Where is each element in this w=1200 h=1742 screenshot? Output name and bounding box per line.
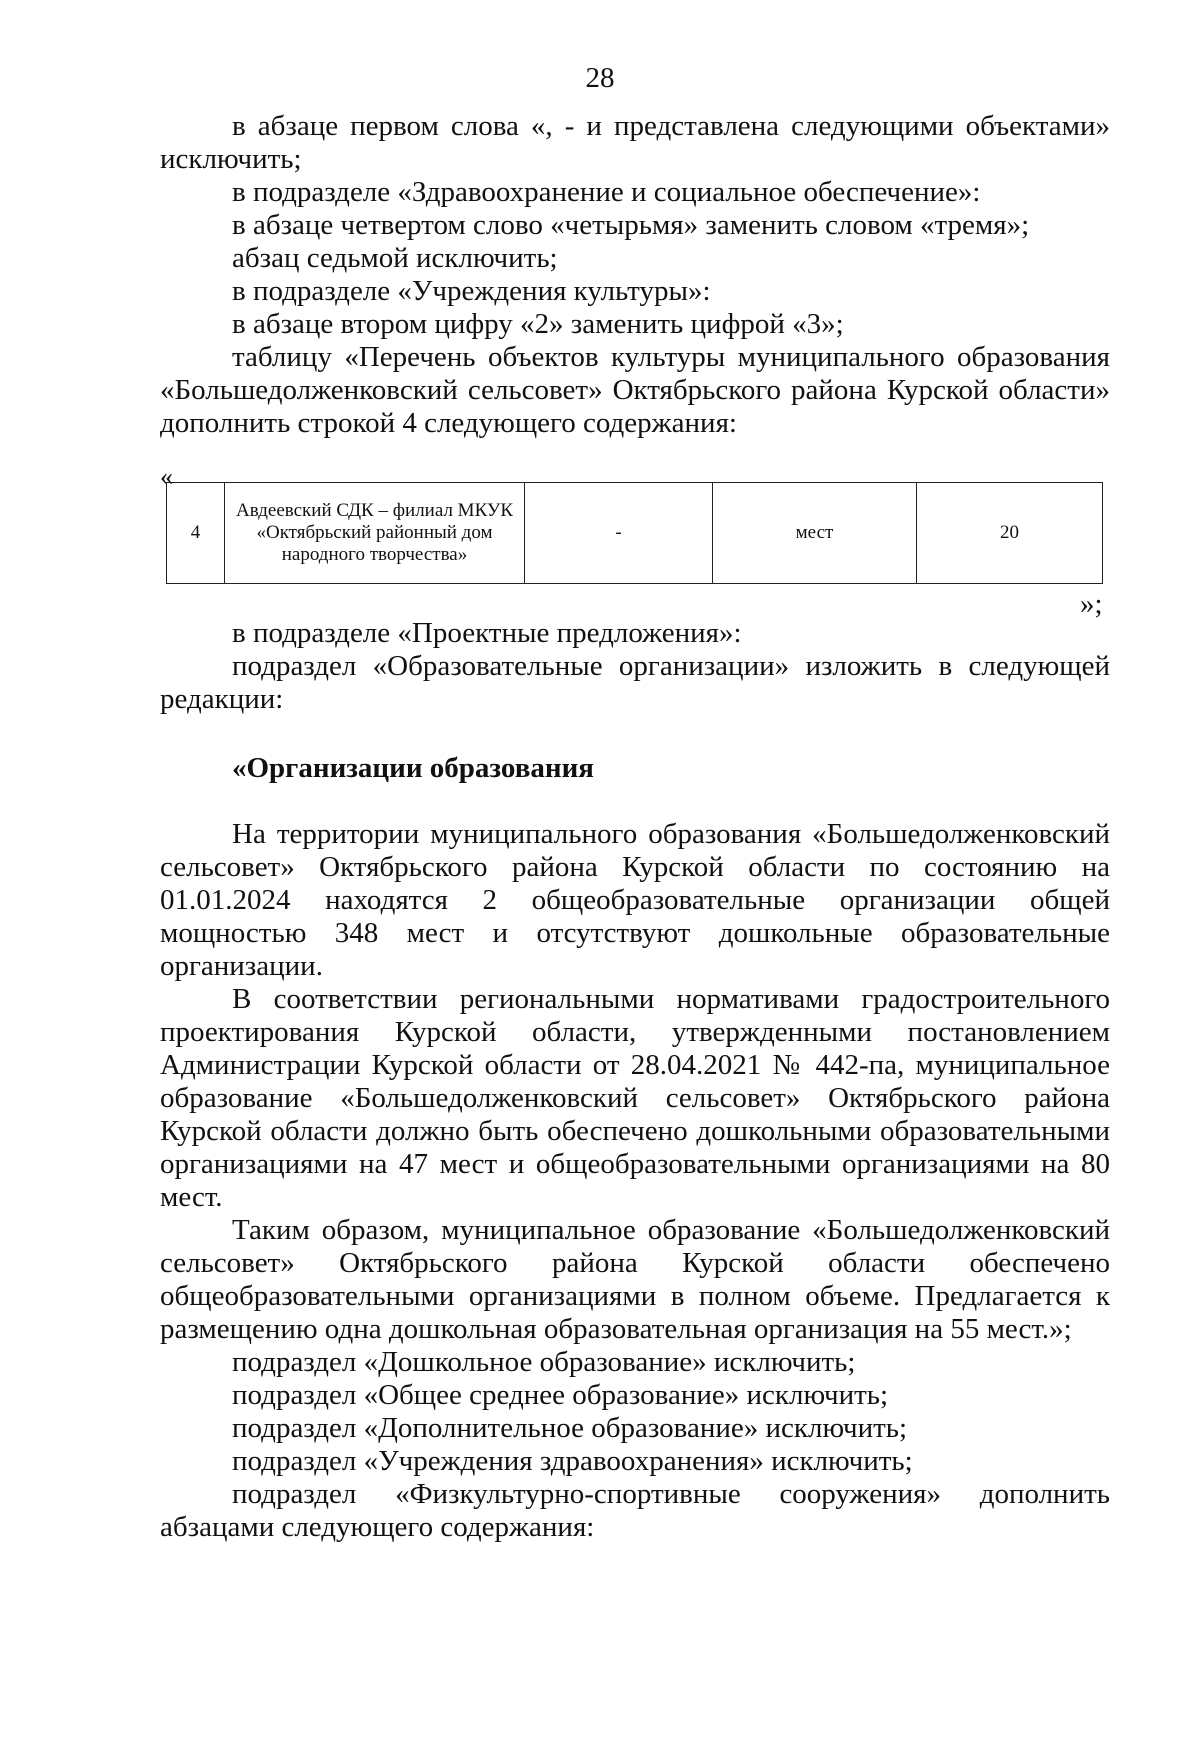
text-line: абзац седьмой исключить; xyxy=(232,242,558,274)
paragraph: в абзаце первом слова «, - и представлена следующими объектами» исключить; xyxy=(160,110,1110,175)
page-number: 28 xyxy=(585,62,615,94)
table-quote-close: »; xyxy=(1080,588,1103,620)
education-section-body xyxy=(160,818,1110,1544)
value-cell: 20 xyxy=(917,483,1103,584)
paragraph: подраздел «Физкультурно-спортивные сооружения» дополнить абзацами следующего содержания: xyxy=(160,1478,1110,1543)
culture-objects-table xyxy=(166,482,1103,584)
text-line: в подразделе «Проектные предложения»: xyxy=(232,617,742,649)
paragraph: таблицу «Перечень объектов культуры муниципального образования «Большедолженковский сельсовет» Октябрьского района Курской области» дополнить строкой 4 следующего содержания: xyxy=(160,341,1110,439)
paragraph: В соответствии региональными нормативами градостроительного проектирования Курской области, утвержденными постановлением Администрации Курской области от 28.04.2021 № 442-па, муниципальное образование «Большедолженковский сельсовет» Октябрьского района Курской области должно быть обеспечено дошкольными образовательными организациями на 47 мест и общеобразовательными организациями на 80 мест. xyxy=(160,983,1110,1213)
section-heading: «Организации образования xyxy=(232,752,594,784)
paragraph: На территории муниципального образования «Большедолженковский сельсовет» Октябрьского района Курской области по состоянию на 01.01.2024 находятся 2 общеобразовательные организации общей мощностью 348 мест и отсутствуют дошкольные образовательные организации. xyxy=(160,818,1110,982)
amendments-block-2 xyxy=(160,617,1110,716)
table-row xyxy=(167,483,1103,584)
dash-cell: - xyxy=(525,483,713,584)
text-line: подраздел «Дополнительное образование» исключить; xyxy=(232,1412,908,1444)
text-line: в подразделе «Учреждения культуры»: xyxy=(232,275,711,307)
text-line: подраздел «Общее среднее образование» исключить; xyxy=(232,1379,889,1411)
amendments-block-1 xyxy=(160,110,1110,440)
text-line: в абзаце втором цифру «2» заменить цифрой «3»; xyxy=(232,308,844,340)
unit-cell: мест xyxy=(713,483,917,584)
paragraph: Таким образом, муниципальное образование «Большедолженковский сельсовет» Октябрьского района Курской области обеспечено общеобразовательными организациями в полном объеме. Предлагается к размещению одна дошкольная образовательная организация на 55 мест.»; xyxy=(160,1214,1110,1345)
object-name-cell: Авдеевский СДК – филиал МКУК «Октябрьский районный дом народного творчества» xyxy=(225,483,525,584)
row-number-cell: 4 xyxy=(167,483,225,584)
text-line: подраздел «Дошкольное образование» исключить; xyxy=(232,1346,856,1378)
paragraph: подраздел «Образовательные организации» изложить в следующей редакции: xyxy=(160,650,1110,715)
text-line: подраздел «Учреждения здравоохранения» исключить; xyxy=(232,1445,913,1477)
text-line: в подразделе «Здравоохранение и социальное обеспечение»: xyxy=(232,176,981,208)
table-quote-open: « xyxy=(160,462,173,491)
text-line: в абзаце четвертом слово «четырьмя» заменить словом «тремя»; xyxy=(232,209,1030,241)
